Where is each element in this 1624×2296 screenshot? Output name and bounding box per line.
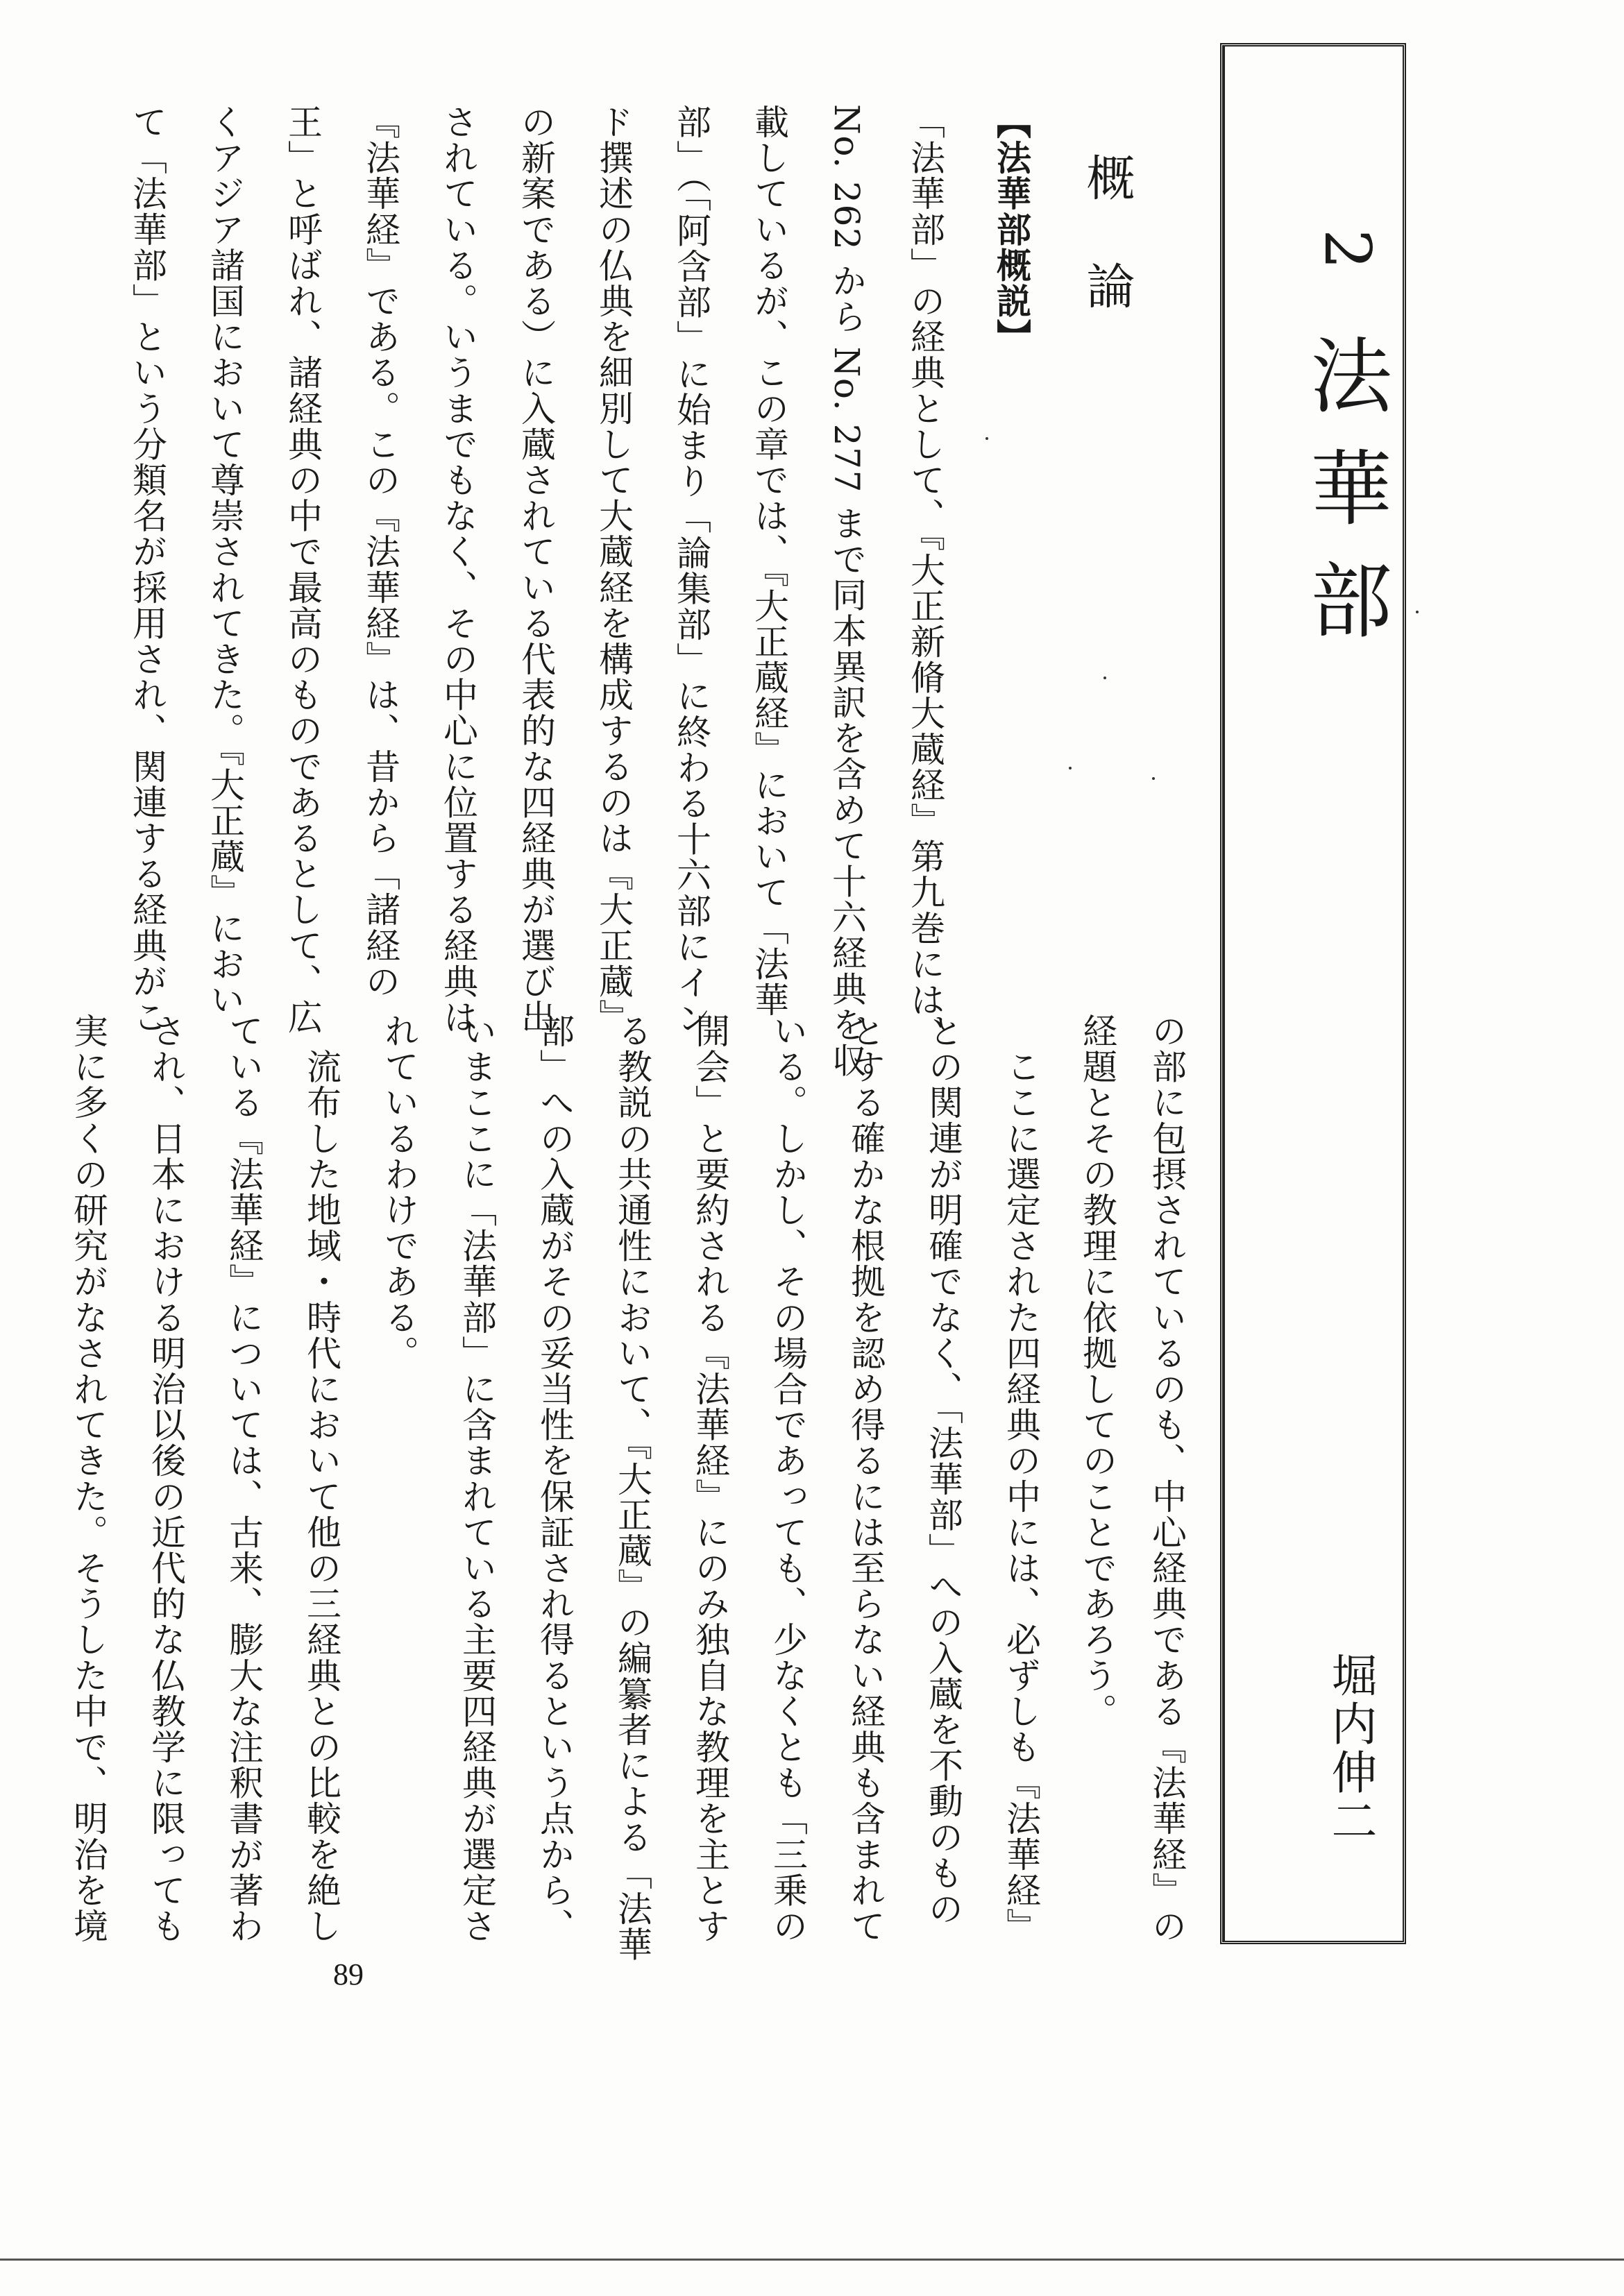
scan-speck — [1069, 767, 1072, 769]
upper-column: 「法華部」の経典として、『大正新脩大蔵経』第九巻には、 — [905, 104, 945, 1054]
lower-column: ここに選定された四経典の中には、必ずしも『法華経』 — [1001, 1013, 1041, 1944]
author-name: 堀内伸二 — [1323, 1651, 1377, 1846]
lower-column: いまここに「法華部」に含まれている主要四経典が選定さ — [457, 1013, 497, 1944]
upper-column: の新案である）に入蔵されている代表的な四経典が選び出 — [516, 104, 556, 1035]
lower-column: 部」への入蔵がその妥当性を保証され得るという点から、 — [534, 1013, 575, 1944]
section-title: 概論 — [1079, 153, 1135, 369]
page-number: 89 — [333, 1957, 364, 1991]
upper-column: No. 262 から No. 277 まで同本異訳を含めて十六経典を収 — [827, 104, 867, 1079]
upper-column: くアジア諸国において尊崇されてきた。『大正蔵』におい — [205, 104, 245, 1018]
upper-column: て「法華部」という分類名が採用され、関連する経典がこ — [127, 104, 167, 1035]
scan-edge-line — [0, 2259, 1624, 2261]
scan-speck — [1103, 677, 1106, 679]
lower-column: され、日本における明治以後の近代的な仏教学に限っても — [146, 1013, 186, 1944]
upper-column: 『法華経』である。この『法華経』は、昔から「諸経の — [360, 104, 400, 999]
scan-speck — [986, 437, 988, 440]
lower-column: 開会」と要約される『法華経』にのみ独自な教理を主とす — [690, 1013, 730, 1944]
lower-column: れているわけである。 — [379, 1013, 419, 1371]
chapter-number: 2 — [1310, 229, 1385, 270]
chapter-title-box — [1220, 43, 1406, 1944]
lower-column: 実に多くの研究がなされてきた。そうした中で、明治を境 — [68, 1013, 108, 1944]
upper-column: されている。いうまでもなく、その中心に位置する経典は — [438, 104, 478, 1035]
chapter-title: 法華部 — [1296, 333, 1392, 670]
subsection-heading: 【法華部概説】 — [991, 104, 1031, 355]
lower-column: る教説の共通性において、『大正蔵』の編纂者による「法華 — [612, 1013, 652, 1963]
lower-column: との関連が明確でなく、「法華部」への入蔵を不動のもの — [923, 1013, 963, 1927]
lower-column: とする確かな根拠を認め得るには至らない経典も含まれて — [845, 1013, 886, 1944]
lower-column: 経題とその教理に依拠してのことであろう。 — [1077, 1013, 1117, 1729]
upper-column: 載しているが、この章では、『大正蔵経』において「法華 — [749, 104, 789, 1018]
lower-column: の部に包摂されているのも、中心経典である『法華経』の — [1147, 1013, 1187, 1944]
scan-speck — [1416, 611, 1419, 613]
lower-column: 流布した地域・時代において他の三経典との比較を絶し — [301, 1013, 341, 1944]
upper-column: 王」と呼ばれ、諸経典の中で最高のものであるとして、広 — [282, 104, 323, 1035]
upper-column: 部」（「阿含部」に始まり「論集部」に終わる十六部にイン — [671, 104, 711, 1037]
upper-column: ド撰述の仏典を細別して大蔵経を構成するのは『大正蔵』 — [593, 104, 634, 1035]
scan-speck — [1152, 777, 1155, 780]
lower-column: ている『法華経』については、古来、膨大な注釈書が著わ — [223, 1013, 264, 1944]
lower-column: いる。しかし、その場合であっても、少なくとも「三乗の — [768, 1013, 808, 1944]
